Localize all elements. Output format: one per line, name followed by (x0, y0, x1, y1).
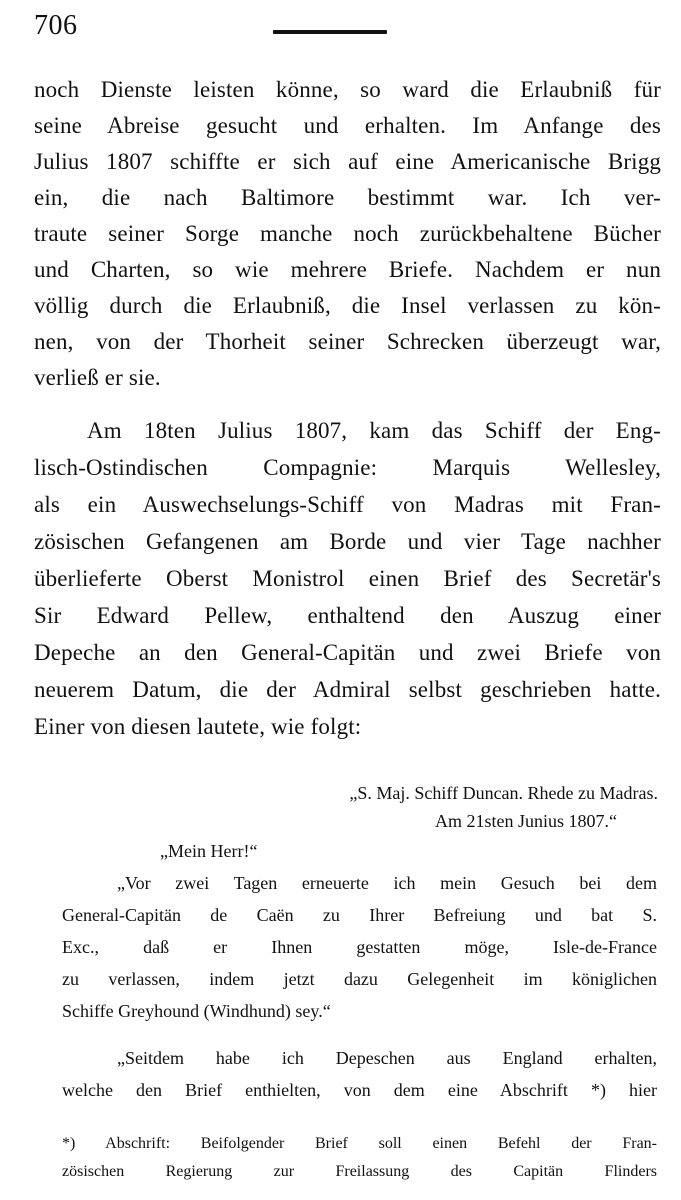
letter-paragraph-1-line-4: zu verlassen, indem jetzt dazu Gelegenheit im königlichen (62, 969, 657, 989)
footnote-line-1: *) Abschrift: Beifolgender Brief soll einen Befehl der Fran- (62, 1135, 657, 1152)
main-text-line-16: Depeche an den General-Capitän und zwei Briefe von (34, 640, 661, 665)
letter-paragraph-2-line-2: welche den Brief enthielten, von dem eine Abschrift *) hier (62, 1080, 657, 1100)
letter-date: Am 21sten Junius 1807.“ (435, 811, 617, 831)
letter-salutation: „Mein Herr!“ (160, 841, 258, 861)
letter-paragraph-1-line-5: Schiffe Greyhound (Windhund) sey.“ (62, 1001, 331, 1021)
header-rule (273, 30, 387, 34)
main-text-line-9: verließ er sie. (34, 365, 161, 390)
letter-dateline: „S. Maj. Schiff Duncan. Rhede zu Madras. (349, 783, 658, 803)
letter-paragraph-1-line-1: „Vor zwei Tagen erneuerte ich mein Gesuch bei dem (117, 873, 657, 893)
main-text-line-10: Am 18ten Julius 1807, kam das Schiff der Eng- (87, 418, 661, 443)
main-text-line-8: nen, von der Thorheit seiner Schrecken überzeugt war, (34, 329, 661, 354)
main-text-line-1: noch Dienste leisten könne, so ward die Erlaubniß für (34, 77, 661, 102)
main-text-line-11: lisch-Ostindischen Compagnie: Marquis Wellesley, (34, 455, 661, 480)
main-text-line-13: zösischen Gefangenen am Borde und vier Tage nachher (34, 529, 661, 554)
main-text-line-2: seine Abreise gesucht und erhalten. Im Anfange des (34, 113, 661, 138)
main-text-line-14: überlieferte Oberst Monistrol einen Brief des Secretär's (34, 566, 661, 591)
main-text-line-15: Sir Edward Pellew, enthaltend den Auszug einer (34, 603, 661, 628)
main-text-line-5: traute seiner Sorge manche noch zurückbehaltene Bücher (34, 221, 661, 246)
page-number: 706 (34, 10, 78, 41)
main-text-line-7: völlig durch die Erlaubniß, die Insel verlassen zu kön- (34, 293, 661, 318)
footnote-line-2: zösischen Regierung zur Freilassung des Capitän Flinders (62, 1163, 657, 1180)
main-text-line-18: Einer von diesen lautete, wie folgt: (34, 714, 362, 739)
main-text-line-6: und Charten, so wie mehrere Briefe. Nachdem er nun (34, 257, 661, 282)
letter-paragraph-2-line-1: „Seitdem habe ich Depeschen aus England erhalten, (117, 1048, 657, 1068)
letter-paragraph-1-line-2: General-Capitän de Caën zu Ihrer Befreiung und bat S. (62, 905, 657, 925)
main-text-line-3: Julius 1807 schiffte er sich auf eine Americanische Brigg (34, 149, 661, 174)
main-text-line-17: neuerem Datum, die der Admiral selbst geschrieben hatte. (34, 677, 661, 702)
letter-paragraph-1-line-3: Exc., daß er Ihnen gestatten möge, Isle-de-France (62, 937, 657, 957)
main-text-line-12: als ein Auswechselungs-Schiff von Madras mit Fran- (34, 492, 661, 517)
main-text-line-4: ein, die nach Baltimore bestimmt war. Ich ver- (34, 185, 661, 210)
